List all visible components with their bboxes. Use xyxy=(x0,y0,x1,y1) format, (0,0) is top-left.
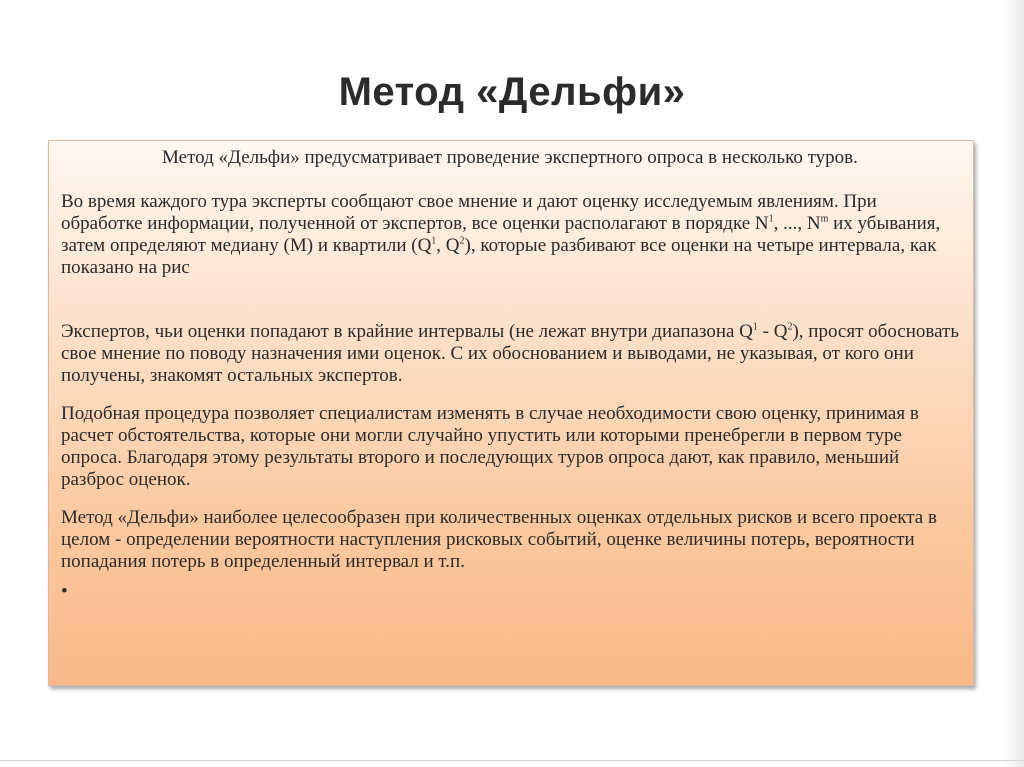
superscript-q2: 2 xyxy=(459,235,465,247)
superscript-m: m xyxy=(820,213,829,225)
superscript-q1-range: 1 xyxy=(752,321,758,333)
paragraph-extreme-text-1: Экспертов, чьи оценки попадают в крайние интервалы (не лежат внутри диапазона Q xyxy=(61,321,753,342)
paragraph-ranking xyxy=(61,191,961,279)
paragraph-extreme-text-2: - Q xyxy=(757,321,788,342)
paragraph-ranking-text-1: Во время каждого тура эксперты сообщают свое мнение и дают оценку исследуемым явлениям. При обработке информации, полученной от экспертов, все оценки располагают в порядке N xyxy=(61,191,877,234)
slide-bottom-divider xyxy=(0,760,1024,761)
paragraph-intro: Метод «Дельфи» предусматривает проведение экспертного опроса в несколько туров. xyxy=(162,147,858,168)
paragraph-extreme-experts xyxy=(61,321,961,387)
paragraph-procedure: Подобная процедура позволяет специалистам изменять в случае необходимости свою оценку, принимая в расчет обстоятельства, которые они могли случайно упустить или которыми пренебрегли в первом туре опроса. Благодаря этому результаты второго и последующих туров опроса дают, как правило, меньший разброс оценок. xyxy=(61,403,919,490)
paragraph-ranking-text-5: ), которые разбивают все оценки на четыре интервала, как показано на рис xyxy=(61,235,937,278)
superscript-1: 1 xyxy=(768,213,774,225)
slide-title: Метод «Дельфи» xyxy=(338,70,686,114)
paragraph-ranking-text-4: , Q xyxy=(436,235,460,256)
paragraph-ranking-text-3: их убывания, затем определяют медиану (M) и квартили (Q xyxy=(61,213,941,256)
slide-edge-shadow xyxy=(1002,0,1024,767)
paragraph-ranking-text-2: , ..., N xyxy=(773,213,821,234)
superscript-q1: 1 xyxy=(431,235,437,247)
paragraph-extreme-text-3: ), просят обосновать свое мнение по поводу назначения ими оценок. С их обоснованием и выводами, не указывая, от кого они получены, знакомят остальных экспертов. xyxy=(61,321,960,386)
empty-bullet: • xyxy=(61,581,68,602)
superscript-q2-range: 2 xyxy=(787,321,793,333)
paragraph-usage: Метод «Дельфи» наиболее целесообразен при количественных оценках отдельных рисков и всего проекта в целом - определении вероятности наступления рисковых событий, оценке величины потерь, вероятности попадания потерь в определенный интервал и т.п. xyxy=(61,507,937,572)
content-textbox xyxy=(48,140,974,686)
